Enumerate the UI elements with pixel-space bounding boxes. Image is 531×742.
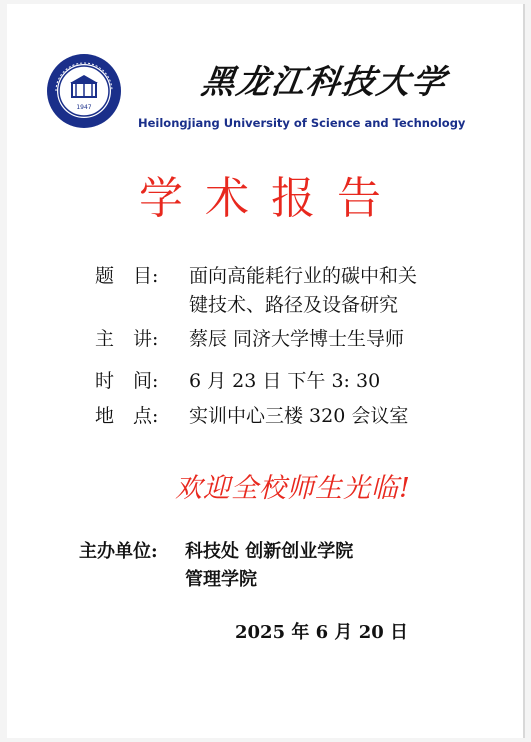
speaker-value: 蔡辰 同济大学博士生导师: [189, 328, 405, 350]
university-seal-icon: [46, 53, 122, 129]
time-label: 时 间:: [95, 370, 159, 392]
place-value: 实训中心三楼 320 会议室: [189, 405, 409, 427]
speaker-label: 主 讲:: [95, 328, 159, 350]
report-title: 学术报告: [139, 173, 403, 224]
topic-label: 题 目:: [95, 265, 159, 287]
seal-year: 1947: [76, 104, 92, 111]
time-value: 6 月 23 日 下午 3: 30: [189, 370, 381, 392]
university-name-english: Heilongjiang University of Science and Technology: [138, 116, 466, 130]
issue-date: 2025 年 6 月 20 日: [235, 622, 409, 643]
welcome-message: 欢迎全校师生光临!: [175, 473, 411, 504]
poster-page: [7, 4, 525, 738]
place-label: 地 点:: [95, 405, 159, 427]
host-line-1: 科技处 创新创业学院: [185, 541, 354, 562]
topic-line-1: 面向高能耗行业的碳中和关: [189, 265, 418, 287]
host-label: 主办单位:: [79, 541, 158, 562]
topic-line-2: 键技术、路径及设备研究: [189, 294, 399, 316]
university-name-calligraphy: 黑龙江科技大学: [198, 62, 450, 101]
host-line-2: 管理学院: [185, 569, 257, 590]
